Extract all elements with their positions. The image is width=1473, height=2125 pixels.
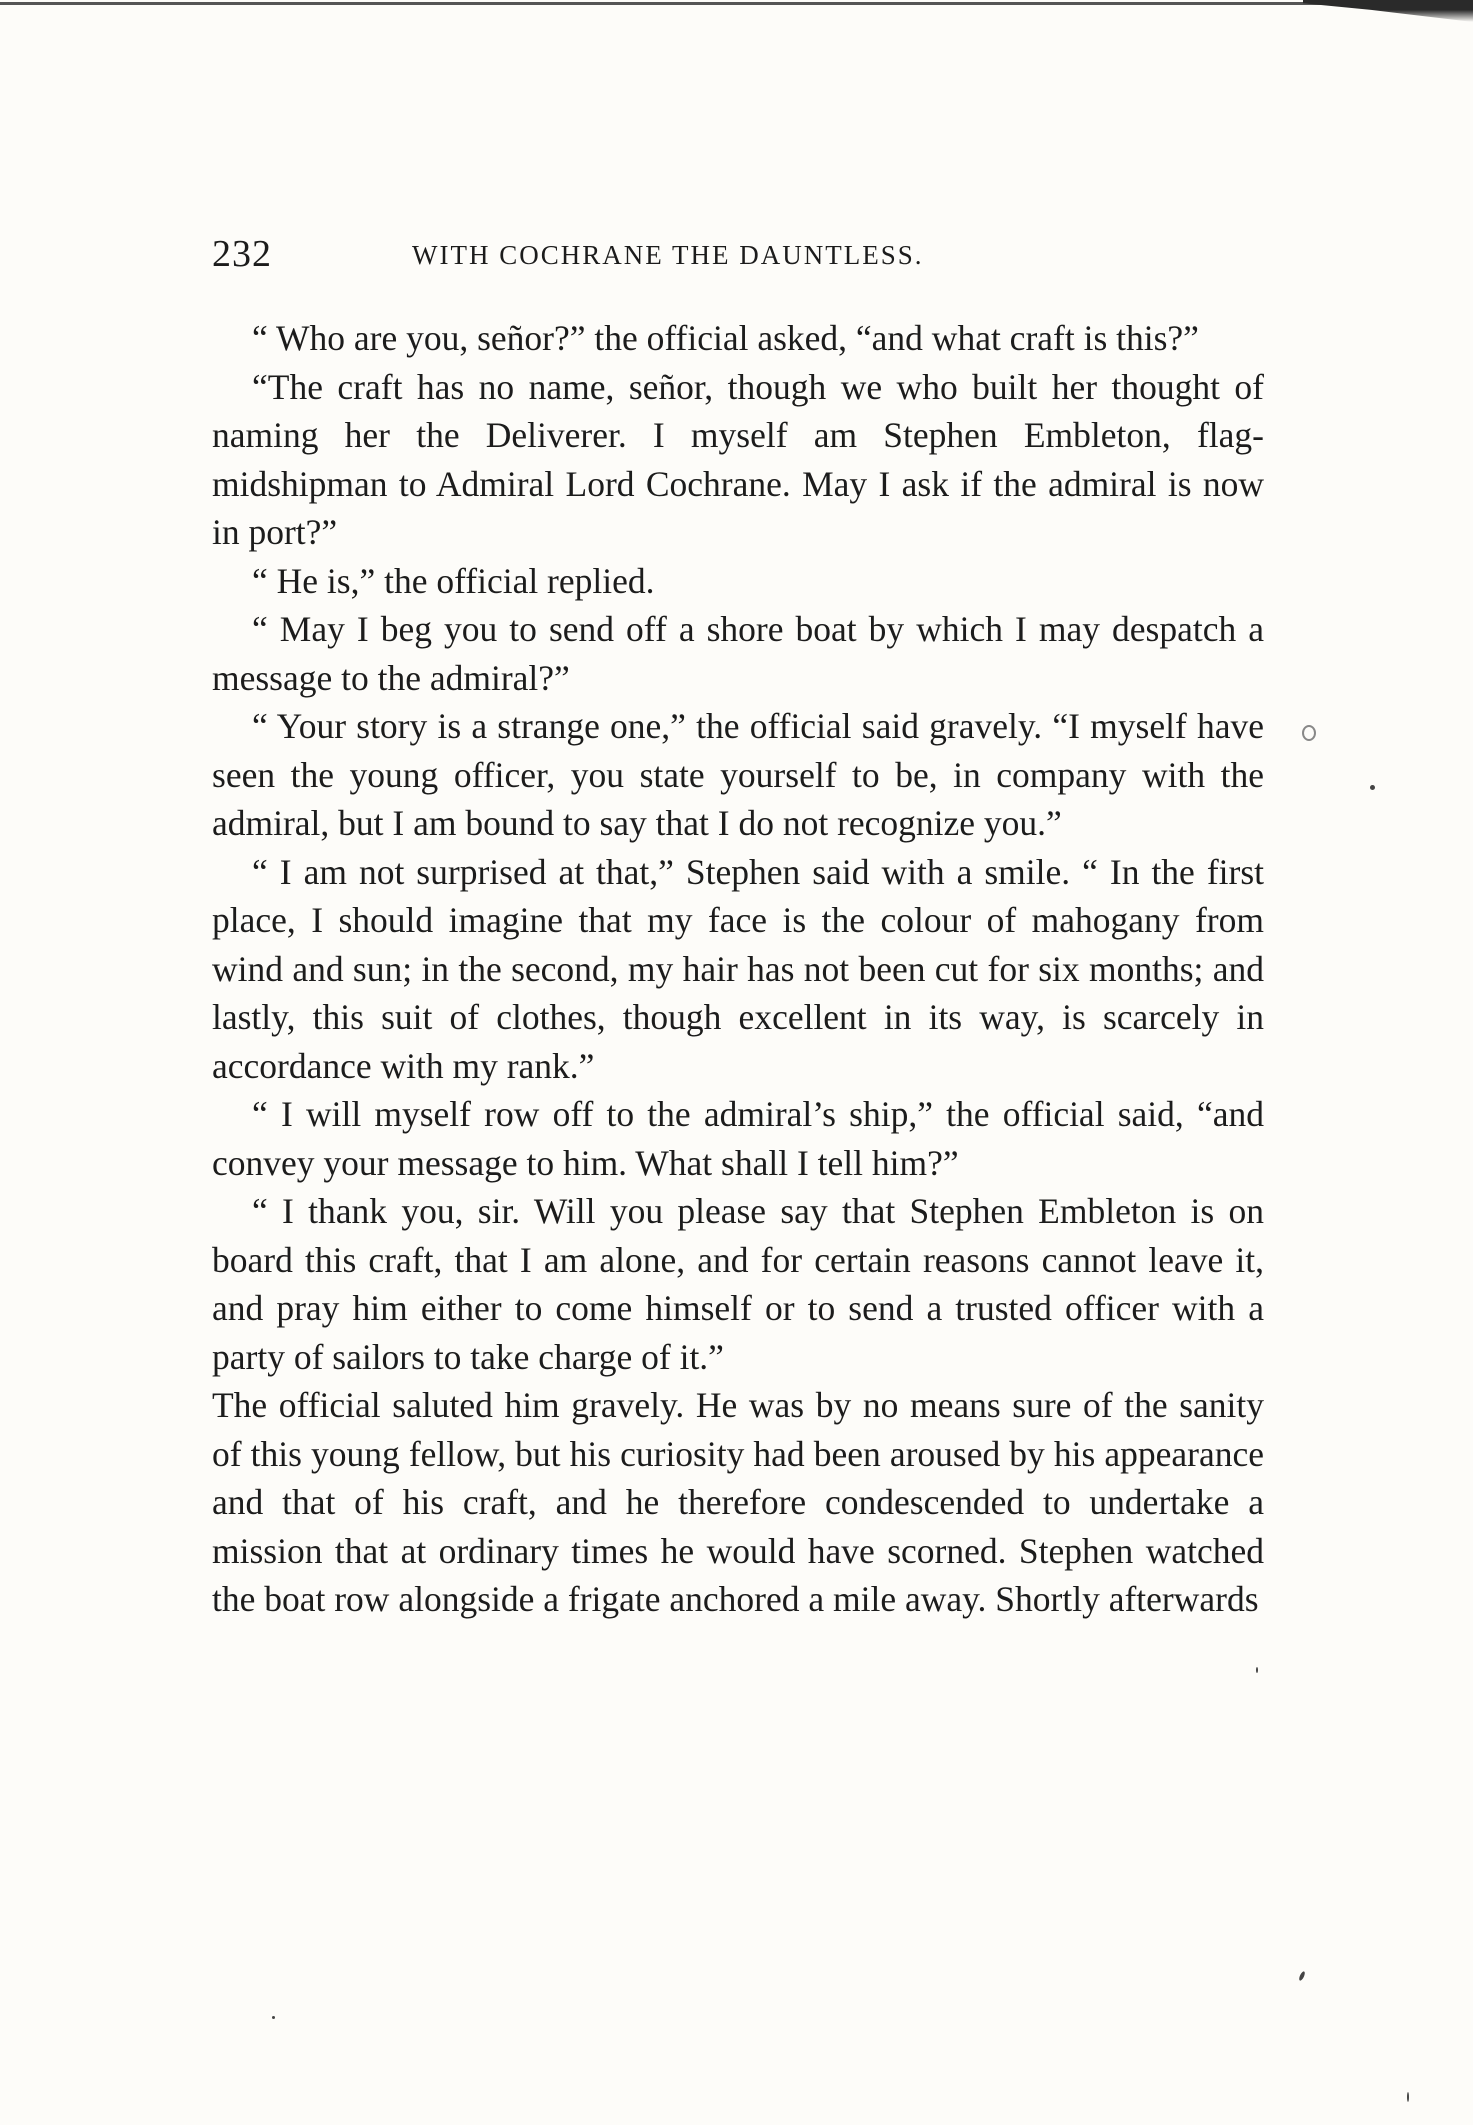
running-head: WITH COCHRANE THE DAUNTLESS.: [412, 240, 924, 270]
scan-speck: [272, 2016, 275, 2019]
paragraph: “ I am not surprised at that,” Stephen said with a smile. “ In the first place, I should imagine that my face is the colour of mahogany from wind and sun; in the second, my hair has not been cut for six months; and lastly, this suit of clothes, though excellent in its way, is scarcely in accordance with my rank.”: [212, 851, 1264, 1086]
paragraph: “ May I beg you to send off a shore boat by which I may despatch a message to the admiral?”: [212, 609, 1264, 698]
paragraph: The official saluted him gravely. He was by no means sure of the sanity of this young fellow, but his curiosity had been aroused by his appearance and that of his craft, and he therefore condescended to undertake a mission that at ordinary times he would have scorned. Stephen watched the boat row alongside a frigate anchored a mile away. Shortly afterwards: [212, 1385, 1264, 1619]
paragraph: “ He is,” the official replied.: [252, 560, 655, 601]
paragraph: “The craft has no name, señor, though we who built her thought of naming her the Deliverer. I myself am Stephen Embleton, flag-midshipman to Admiral Lord Cochrane. May I ask if the admiral is now in port?”: [212, 366, 1264, 552]
top-scan-rule: [0, 2, 1473, 19]
scan-speck: [1256, 1667, 1258, 1673]
page-number: 232: [212, 233, 272, 275]
paragraph: “ Your story is a strange one,” the official said gravely. “I myself have seen the young officer, you state yourself to be, in company with the admiral, but I am bound to say that I do not recognize you.”: [212, 706, 1264, 843]
body-text: [212, 314, 1264, 1624]
paragraph: “ I thank you, sir. Will you please say that Stephen Embleton is on board this craft, that I am alone, and for certain reasons cannot leave it, and pray him either to come himself or to send a trusted officer with a party of sailors to take charge of it.”: [212, 1191, 1264, 1377]
page-header: [212, 232, 1272, 292]
scan-speck-ring: [1302, 725, 1316, 741]
scan-speck: [1407, 2092, 1409, 2102]
scan-speck: [1370, 785, 1375, 790]
scan-speck: [1298, 1971, 1306, 1982]
paragraph: “ Who are you, señor?” the official asked, “and what craft is this?”: [252, 318, 1199, 358]
paragraph: “ I will myself row off to the admiral’s ship,” the official said, “and convey your message to him. What shall I tell him?”: [212, 1094, 1264, 1183]
